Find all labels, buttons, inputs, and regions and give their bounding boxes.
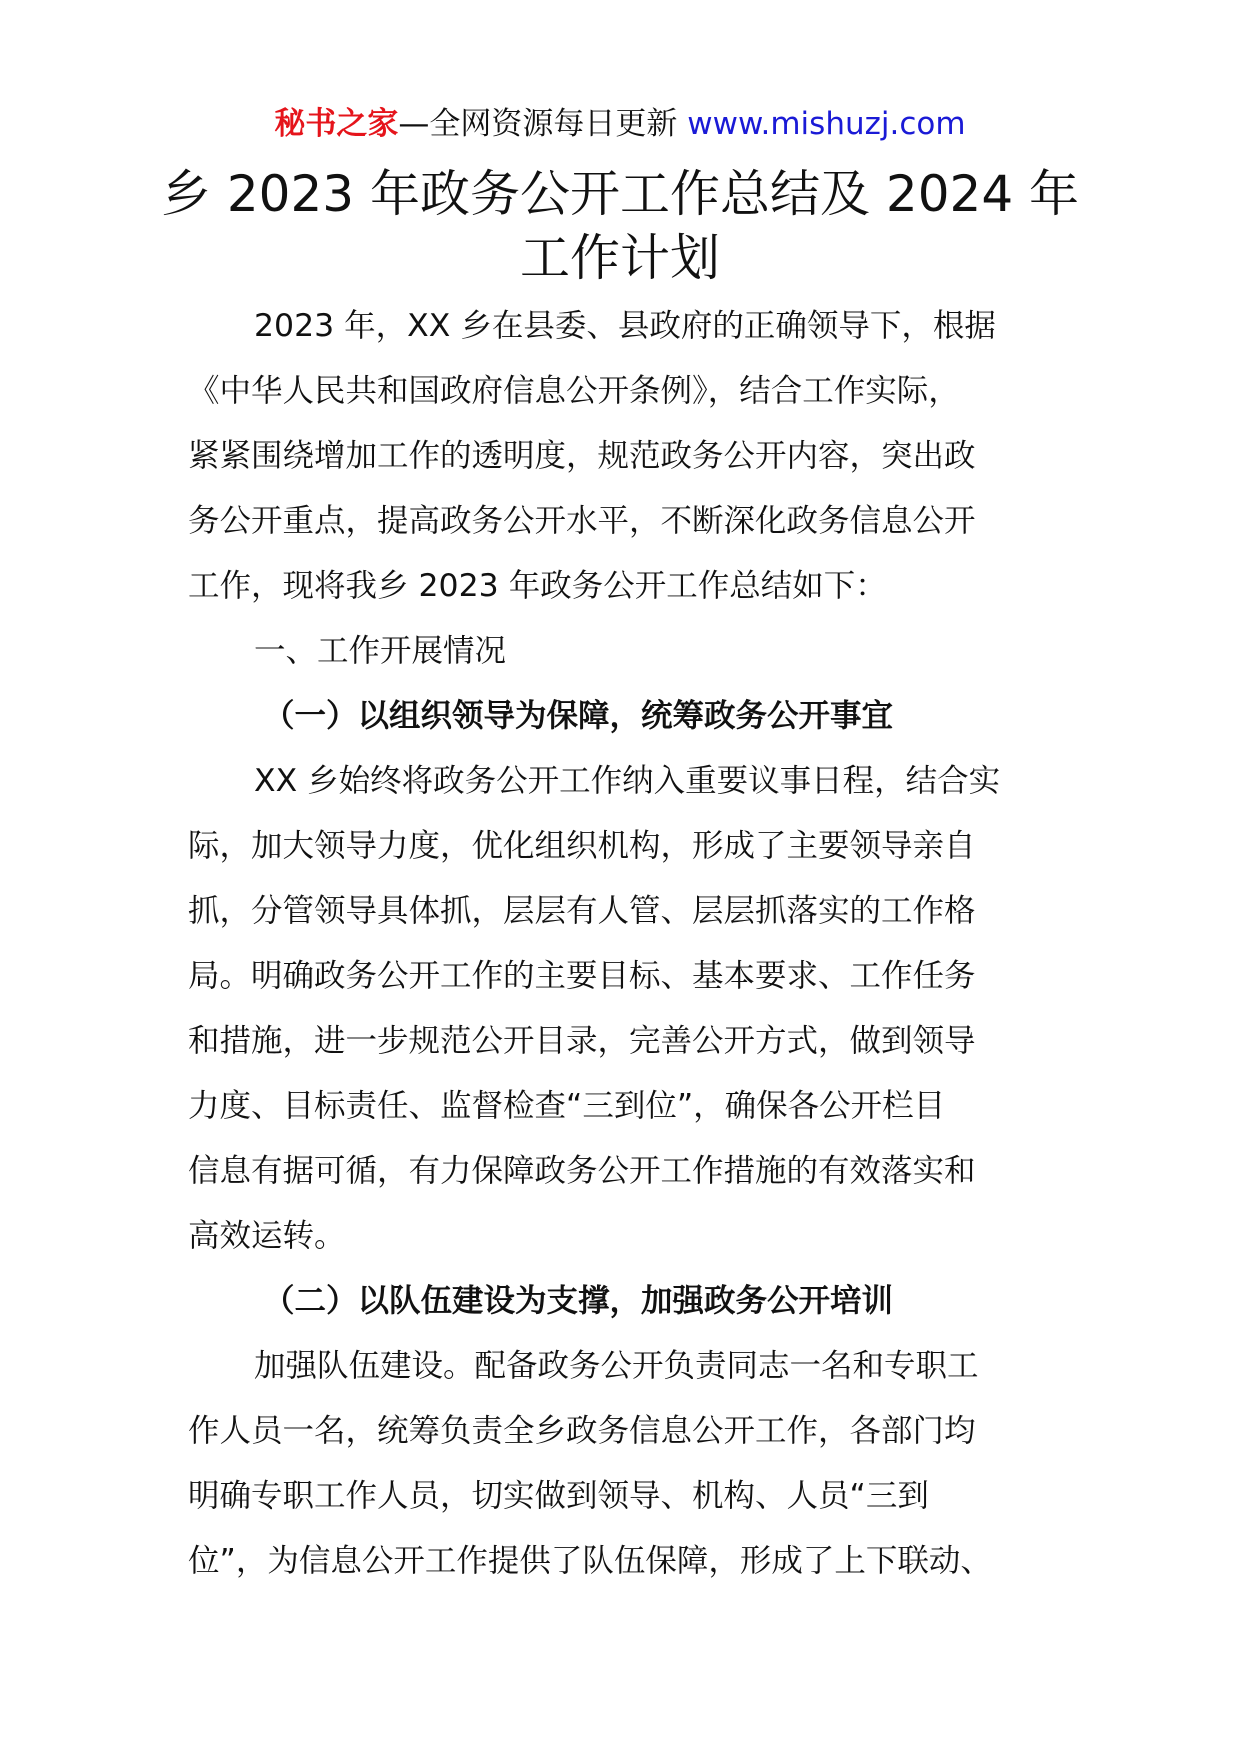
paragraph-line: 信息有据可循，有力保障政务公开工作措施的有效落实和	[188, 1153, 976, 1189]
paragraph-line: 工作，现将我乡 2023 年政务公开工作总结如下：	[188, 568, 887, 604]
paragraph-line: 明确专职工作人员，切实做到领导、机构、人员“三到	[188, 1478, 929, 1514]
header-tagline: —全网资源每日更新	[398, 106, 688, 142]
paragraph-line: 位”，为信息公开工作提供了队伍保障，形成了上下联动、	[188, 1543, 992, 1579]
paragraph-line: 力度、目标责任、监督检查“三到位”，确保各公开栏目	[188, 1088, 946, 1124]
paragraph-line: 加强队伍建设。配备政务公开负责同志一名和专职工	[254, 1348, 979, 1384]
paragraph-line: 高效运转。	[188, 1218, 346, 1254]
paragraph-line: 2023 年，XX 乡在县委、县政府的正确领导下，根据	[254, 308, 996, 344]
title-line-2: 工作计划	[520, 229, 720, 287]
paragraph-line: 抓，分管领导具体抓，层层有人管、层层抓落实的工作格	[188, 893, 976, 929]
site-header	[0, 100, 1240, 148]
subsection-heading: （一）以组织领导为保障，统筹政务公开事宜	[263, 698, 894, 734]
paragraph-line: 紧紧围绕增加工作的透明度，规范政务公开内容，突出政	[188, 438, 976, 474]
paragraph-line: 务公开重点，提高政务公开水平，不断深化政务信息公开	[188, 503, 976, 539]
paragraph-line: 和措施，进一步规范公开目录，完善公开方式，做到领导	[188, 1023, 976, 1059]
paragraph-line: 局。明确政务公开工作的主要目标、基本要求、工作任务	[188, 958, 976, 994]
paragraph-line: XX 乡始终将政务公开工作纳入重要议事日程，结合实	[254, 763, 1001, 799]
site-url-link[interactable]: www.mishuzj.com	[687, 106, 966, 142]
subsection-heading: （二）以队伍建设为支撑，加强政务公开培训	[263, 1283, 894, 1319]
document-title	[0, 162, 1240, 290]
title-line-1: 乡 2023 年政务公开工作总结及 2024 年	[160, 165, 1080, 223]
brand-name: 秘书之家	[274, 106, 399, 142]
paragraph-line: 作人员一名，统筹负责全乡政务信息公开工作，各部门均	[188, 1413, 976, 1449]
document-body	[188, 294, 1033, 1594]
paragraph-line: 《中华人民共和国政府信息公开条例》，结合工作实际，	[188, 373, 960, 409]
section-heading: 一、工作开展情况	[254, 633, 507, 669]
paragraph-line: 际，加大领导力度，优化组织机构，形成了主要领导亲自	[188, 828, 976, 864]
